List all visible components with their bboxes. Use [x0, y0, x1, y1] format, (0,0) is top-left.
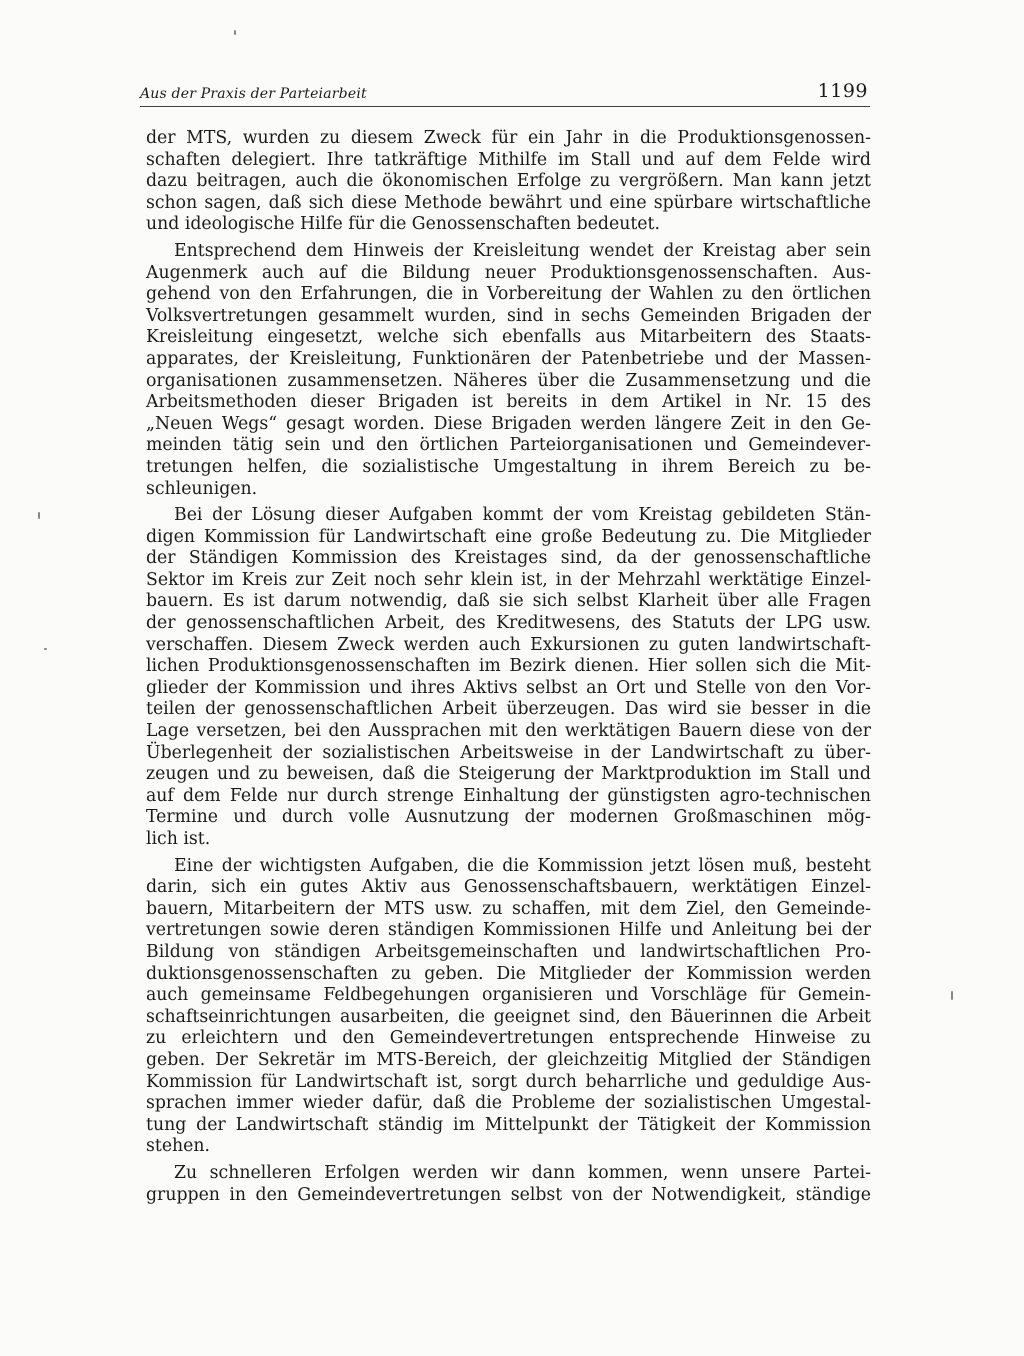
- text-line: bauern, Mitarbeitern der MTS usw. zu schaffen, mit dem Ziel, den Gemeinde-: [146, 898, 871, 919]
- text-line: und ideologische Hilfe für die Genossenschaften bedeutet.: [146, 214, 660, 235]
- text-line: Entsprechend dem Hinweis der Kreisleitung wendet der Kreistag aber sein: [174, 240, 871, 261]
- text-line: schaften delegiert. Ihre tatkräftige Mithilfe im Stall und auf dem Felde wird: [146, 149, 871, 170]
- scan-speck: [951, 991, 953, 1000]
- text-line: Lage versetzen, bei den Aussprachen mit den werktätigen Bauern diese von der: [146, 721, 871, 742]
- text-line: der genossenschaftlichen Arbeit, des Kreditwesens, des Statuts der LPG usw.: [146, 613, 871, 634]
- text-line: zu erleichtern und den Gemeindevertretungen entsprechende Hinweise zu: [146, 1028, 871, 1049]
- text-line: tung der Landwirtschaft ständig im Mittelpunkt der Tätigkeit der Kommission: [146, 1114, 871, 1135]
- text-line: Überlegenheit der sozialistischen Arbeitsweise in der Landwirtschaft zu über-: [146, 742, 871, 763]
- text-line: bauern. Es ist darum notwendig, daß sie sich selbst Klarheit über alle Fragen: [146, 591, 871, 612]
- paragraph: [146, 1163, 871, 1206]
- text-line: lichen Produktionsgenossenschaften im Bezirk dienen. Hier sollen sich die Mit-: [146, 656, 871, 677]
- paragraph: [146, 128, 871, 236]
- text-line: darin, sich ein gutes Aktiv aus Genossenschaftsbauern, werktätigen Einzel-: [146, 877, 871, 898]
- text-line: Kommission für Landwirtschaft ist, sorgt durch beharrliche und geduldige Aus-: [146, 1071, 871, 1092]
- text-line: „Neuen Wegs“ gesagt worden. Diese Brigaden werden längere Zeit in den Ge-: [146, 413, 871, 434]
- paragraph: [146, 856, 871, 1158]
- text-line: lich ist.: [146, 829, 211, 849]
- article-body: [146, 128, 871, 1211]
- text-line: Eine der wichtigsten Aufgaben, die die Kommission jetzt lösen muß, besteht: [174, 855, 871, 876]
- running-title: Aus der Praxis der Parteiarbeit: [140, 86, 367, 102]
- text-line: schleunigen.: [146, 478, 258, 499]
- scan-speck: [44, 648, 47, 650]
- text-line: glieder der Kommission und ihres Aktivs selbst an Ort und Stelle von den Vor-: [146, 677, 871, 698]
- text-line: der Ständigen Kommission des Kreistages sind, da der genossenschaftliche: [146, 548, 871, 569]
- scan-speck: [234, 30, 236, 35]
- text-line: organisationen zusammensetzen. Näheres über die Zusammensetzung und die: [146, 370, 871, 391]
- text-line: Augenmerk auch auf die Bildung neuer Produktionsgenossenschaften. Aus-: [146, 262, 871, 283]
- page-number: 1199: [817, 80, 868, 102]
- text-line: verschaffen. Diesem Zweck werden auch Exkursionen zu guten landwirtschaft-: [146, 634, 871, 655]
- text-line: zeugen und zu beweisen, daß die Steigerung der Marktproduktion im Stall und: [146, 764, 871, 785]
- text-line: Sektor im Kreis zur Zeit noch sehr klein ist, in der Mehrzahl werktätige Einzel-: [146, 569, 871, 590]
- text-line: tretungen helfen, die sozialistische Umgestaltung in ihrem Bereich zu be-: [146, 456, 871, 477]
- text-line: Bildung von ständigen Arbeitsgemeinschaften und landwirtschaftlichen Pro-: [146, 941, 871, 962]
- text-line: Termine und durch volle Ausnutzung der modernen Großmaschinen mög-: [146, 807, 871, 828]
- header-rule: [140, 106, 870, 107]
- text-line: Arbeitsmethoden dieser Brigaden ist bereits in dem Artikel in Nr. 15 des: [146, 392, 871, 413]
- text-line: gehend von den Erfahrungen, die in Vorbereitung der Wahlen zu den örtlichen: [146, 284, 871, 305]
- text-line: schaftseinrichtungen ausarbeiten, die geeignet sind, den Bäuerinnen die Arbeit: [146, 1006, 871, 1027]
- text-line: meinden tätig sein und den örtlichen Parteiorganisationen und Gemeindever-: [146, 435, 871, 456]
- text-line: auch gemeinsame Feldbegehungen organisieren und Vorschläge für Gemein-: [146, 985, 871, 1006]
- text-line: vertretungen sowie deren ständigen Kommissionen Hilfe und Anleitung bei der: [146, 920, 871, 941]
- text-line: stehen.: [146, 1136, 211, 1157]
- text-line: apparates, der Kreisleitung, Funktionären der Patenbetriebe und der Massen-: [146, 348, 871, 369]
- text-line: Kreisleitung eingesetzt, welche sich ebenfalls aus Mitarbeitern des Staats-: [146, 327, 871, 348]
- text-line: der MTS, wurden zu diesem Zweck für ein Jahr in die Produktionsgenossen-: [146, 128, 871, 148]
- running-header: [140, 80, 870, 110]
- text-line: auf dem Felde nur durch strenge Einhaltung der günstigsten agro-technischen: [146, 785, 871, 806]
- paragraph: [146, 505, 871, 851]
- text-line: Bei der Lösung dieser Aufgaben kommt der vom Kreistag gebildeten Stän-: [174, 505, 871, 526]
- text-line: digen Kommission für Landwirtschaft eine große Bedeutung zu. Die Mitglieder: [146, 526, 871, 547]
- text-line: Volksvertretungen gesammelt wurden, sind in sechs Gemeinden Brigaden der: [146, 305, 871, 326]
- text-line: dazu beitragen, auch die ökonomischen Erfolge zu vergrößern. Man kann jetzt: [146, 171, 871, 192]
- text-line: geben. Der Sekretär im MTS-Bereich, der gleichzeitig Mitglied der Ständigen: [146, 1049, 871, 1070]
- paragraph: [146, 241, 871, 500]
- text-line: teilen der genossenschaftlichen Arbeit überzeugen. Das wird sie besser in die: [146, 699, 871, 720]
- text-line: schon sagen, daß sich diese Methode bewährt und eine spürbare wirtschaftliche: [146, 192, 871, 213]
- text-line: gruppen in den Gemeindevertretungen selbst von der Notwendigkeit, ständige: [146, 1184, 871, 1205]
- scan-speck: [38, 512, 40, 519]
- text-line: Zu schnelleren Erfolgen werden wir dann kommen, wenn unsere Partei-: [174, 1162, 871, 1183]
- text-line: duktionsgenossenschaften zu geben. Die Mitglieder der Kommission werden: [146, 963, 871, 984]
- text-line: sprachen immer wieder dafür, daß die Probleme der sozialistischen Umgestal-: [146, 1093, 871, 1114]
